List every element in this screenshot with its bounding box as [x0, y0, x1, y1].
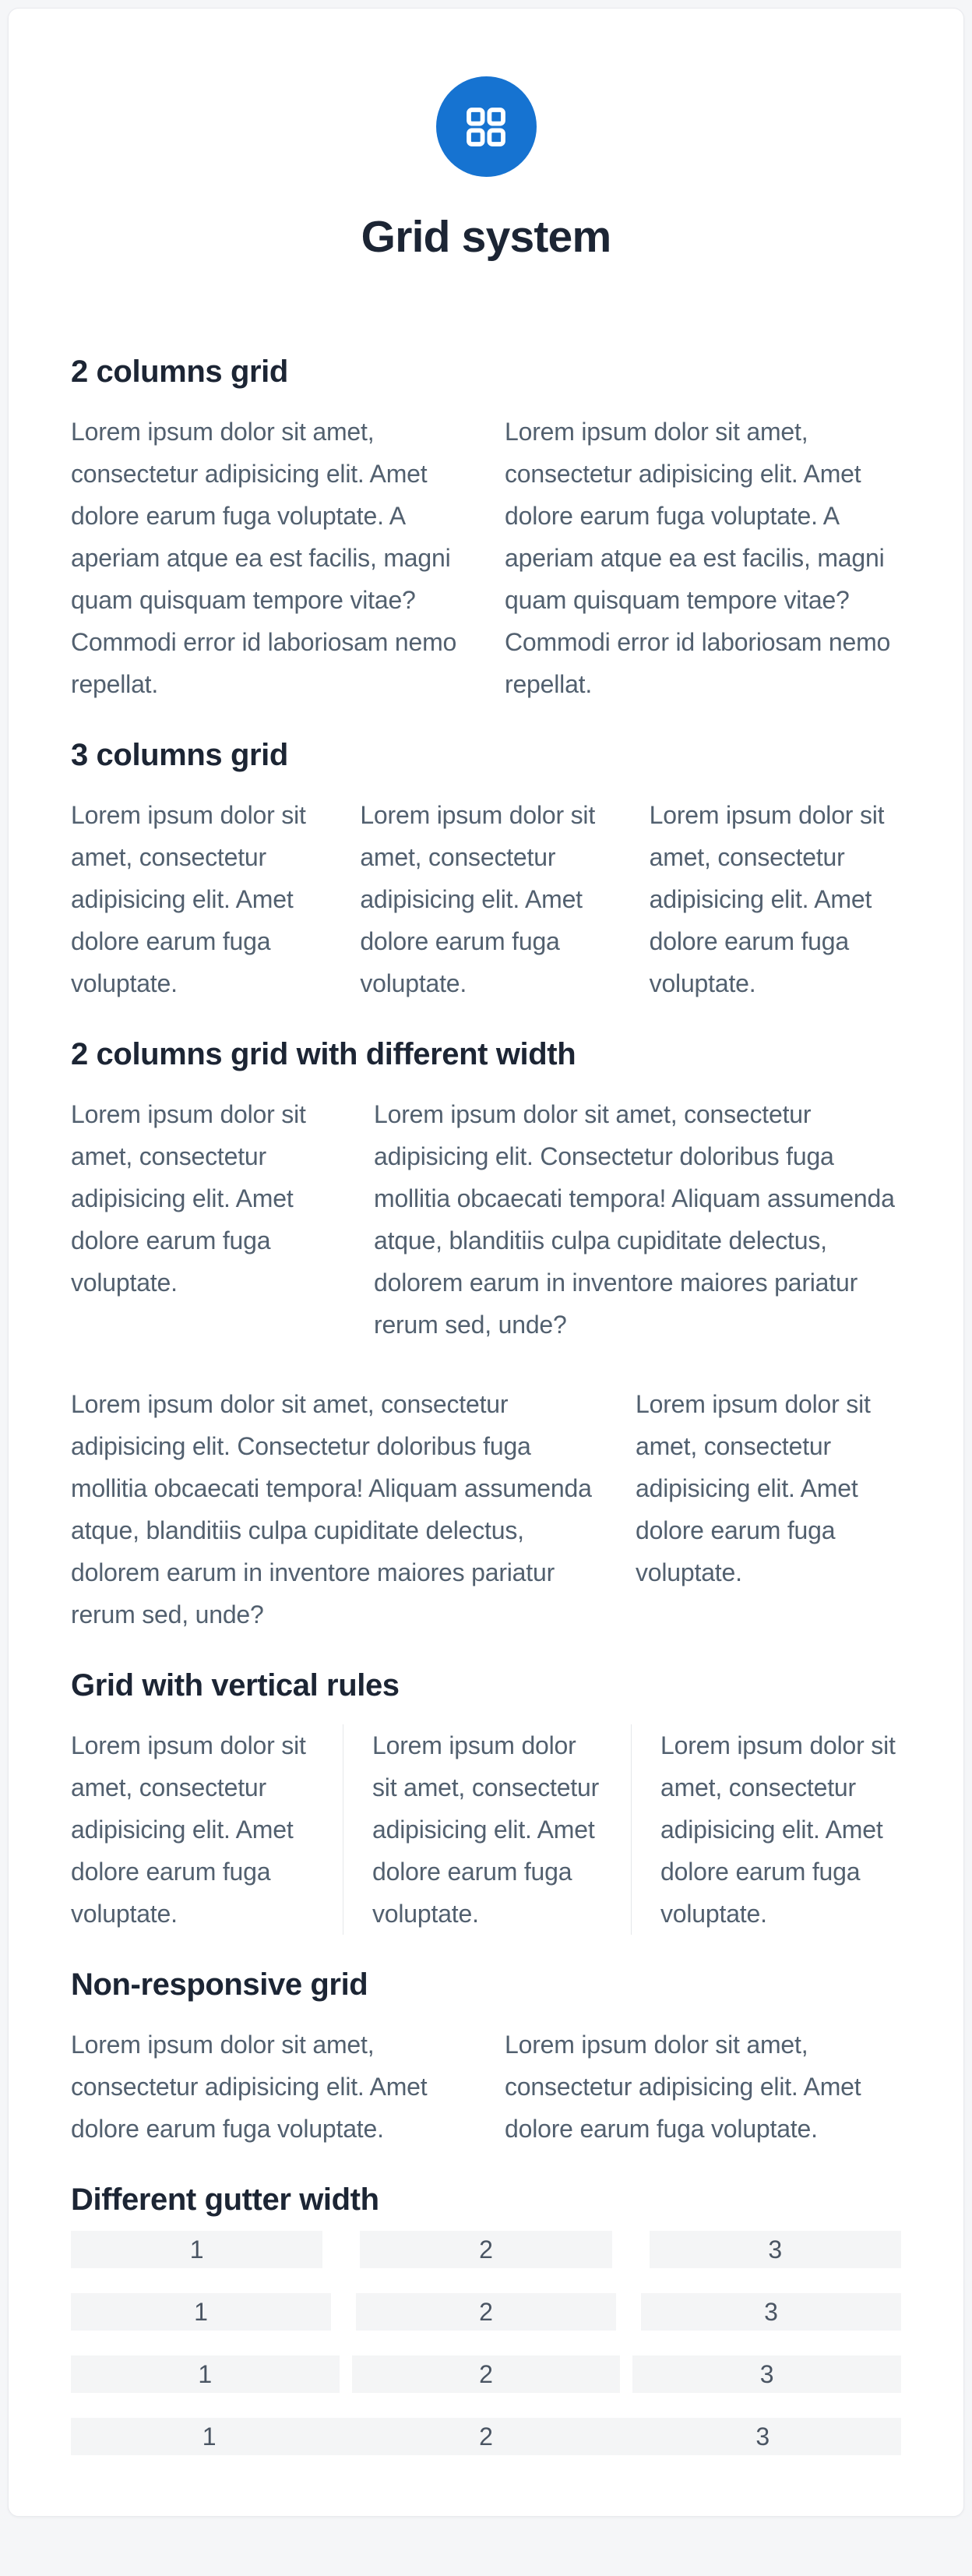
gutter-cell: 1 — [71, 2293, 331, 2331]
section-heading: Grid with vertical rules — [71, 1668, 400, 1703]
gutter-cell: 3 — [625, 2418, 901, 2455]
asymmetric-grid-row-narrow-wide — [71, 1093, 901, 1346]
gutter-cell: 3 — [650, 2231, 901, 2268]
section-heading: 2 columns grid — [71, 355, 288, 389]
text-column: Lorem ipsum dolor sit amet, consectetur adipisicing elit. Amet dolore earum fuga voluptate. A aperiam atque ea est facilis, magni quam quisquam tempore vitae? Commodi error id laboriosam nemo repellat. — [505, 418, 891, 698]
text-column: Lorem ipsum dolor sit amet, consectetur adipisicing elit. Amet dolore earum fuga voluptate. — [636, 1390, 871, 1586]
page-title: Grid system — [361, 212, 611, 262]
gutter-row-none — [71, 2418, 901, 2455]
asymmetric-grid-row-wide-narrow — [71, 1383, 901, 1636]
text-column: Lorem ipsum dolor sit amet, consectetur adipisicing elit. Amet dolore earum fuga voluptate. — [649, 801, 885, 997]
gutter-cell: 1 — [71, 2418, 347, 2455]
gutter-row-medium — [71, 2293, 901, 2331]
gutter-row-large — [71, 2231, 901, 2268]
section-2-columns-grid — [71, 353, 901, 705]
gutter-cell: 1 — [71, 2231, 322, 2268]
app-icon-circle — [436, 76, 537, 177]
section-heading: Different gutter width — [71, 2183, 379, 2217]
gutter-cell: 2 — [360, 2231, 611, 2268]
ruled-column — [343, 1724, 631, 1935]
text-column: Lorem ipsum dolor sit amet, consectetur adipisicing elit. Consectetur doloribus fuga mollitia obcaecati tempora! Aliquam assumenda atque, blanditiis culpa cupiditate delectus, dolorem earum in inventore maiores pariatur rerum sed, unde? — [374, 1100, 895, 1339]
text-column: Lorem ipsum dolor sit amet, consectetur adipisicing elit. Amet dolore earum fuga voluptate. — [505, 2031, 861, 2143]
text-column: Lorem ipsum dolor sit amet, consectetur adipisicing elit. Amet dolore earum fuga voluptate. — [372, 1731, 600, 1928]
gutter-cell: 1 — [71, 2355, 340, 2393]
ruled-column — [631, 1724, 901, 1935]
ruled-column — [71, 1724, 343, 1935]
three-column-grid — [71, 794, 901, 1004]
gutter-cell: 3 — [641, 2293, 901, 2331]
section-3-columns-grid — [71, 736, 901, 1004]
text-column: Lorem ipsum dolor sit amet, consectetur adipisicing elit. Amet dolore earum fuga voluptate. — [360, 801, 596, 997]
section-grid-vertical-rules — [71, 1667, 901, 1935]
section-2-columns-different-width — [71, 1036, 901, 1636]
section-non-responsive-grid — [71, 1966, 901, 2150]
text-column: Lorem ipsum dolor sit amet, consectetur adipisicing elit. Consectetur doloribus fuga mollitia obcaecati tempora! Aliquam assumenda atque, blanditiis culpa cupiditate delectus, dolorem earum in inventore maiores pariatur rerum sed, unde? — [71, 1390, 592, 1629]
gutter-cell: 2 — [352, 2355, 621, 2393]
content-card — [8, 8, 964, 2517]
gutter-cell: 2 — [356, 2293, 616, 2331]
text-column: Lorem ipsum dolor sit amet, consectetur adipisicing elit. Amet dolore earum fuga voluptate. A aperiam atque ea est facilis, magni quam quisquam tempore vitae? Commodi error id laboriosam nemo repellat. — [71, 418, 457, 698]
section-heading: 3 columns grid — [71, 738, 288, 772]
text-column: Lorem ipsum dolor sit amet, consectetur adipisicing elit. Amet dolore earum fuga voluptate. — [71, 1731, 306, 1928]
vertical-rules-grid — [71, 1724, 901, 1935]
text-column: Lorem ipsum dolor sit amet, consectetur adipisicing elit. Amet dolore earum fuga voluptate. — [660, 1731, 896, 1928]
section-heading: 2 columns grid with different width — [71, 1037, 576, 1071]
non-responsive-grid — [71, 2024, 901, 2150]
gutter-row-small — [71, 2355, 901, 2393]
gutter-cell: 3 — [632, 2355, 901, 2393]
gutter-cell: 2 — [347, 2418, 624, 2455]
text-column: Lorem ipsum dolor sit amet, consectetur adipisicing elit. Amet dolore earum fuga voluptate. — [71, 801, 306, 997]
layout-grid-icon — [460, 101, 512, 153]
page-content — [71, 9, 901, 2516]
text-column: Lorem ipsum dolor sit amet, consectetur adipisicing elit. Amet dolore earum fuga voluptate. — [71, 2031, 428, 2143]
two-column-grid — [71, 411, 901, 705]
section-different-gutter-width — [71, 2181, 901, 2455]
text-column: Lorem ipsum dolor sit amet, consectetur adipisicing elit. Amet dolore earum fuga voluptate. — [71, 1100, 306, 1297]
section-heading: Non-responsive grid — [71, 1967, 368, 2002]
